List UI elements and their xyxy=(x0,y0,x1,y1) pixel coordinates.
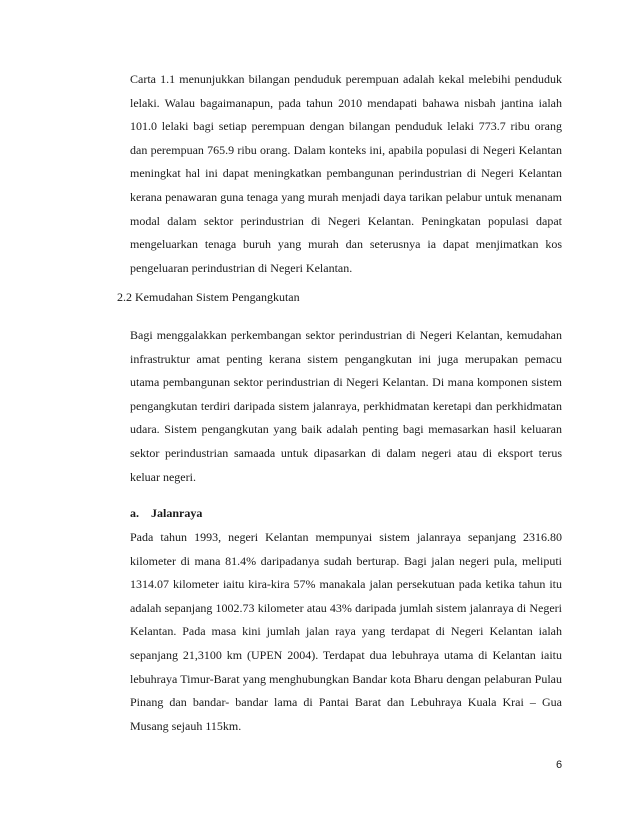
paragraph-transport: Bagi menggalakkan perkembangan sektor perindustrian di Negeri Kelantan, kemudahan infrastruktur amat penting kerana sistem pengangkutan ini juga merupakan pemacu utama pembangunan sektor perindustrian di Negeri Kelantan. Di mana komponen sistem pengangkutan terdiri daripada sistem jalanraya, perkhidmatan keretapi dan perkhidmatan udara. Sistem pengangkutan yang baik adalah penting bagi memasarkan hasil keluaran sektor perindustrian samaada untuk dipasarkan di dalam negeri atau di eksport terus keluar negeri. xyxy=(130,328,562,484)
section-heading: 2.2 Kemudahan Sistem Pengangkutan xyxy=(117,290,300,304)
subsection-label: a. xyxy=(130,506,139,520)
subsection-heading xyxy=(130,505,202,521)
paragraph-roads: Pada tahun 1993, negeri Kelantan mempunyai sistem jalanraya sepanjang 2316.80 kilometer di mana 81.4% daripadanya sudah berturap. Bagi jalan negeri pula, meliputi 1314.07 kilometer iaitu kira-kira 57% manakala jalan persekutuan pada ketika tahun itu adalah sepanjang 1002.73 kilometer atau 43% daripada jumlah sistem jalanraya di Negeri Kelantan. Pada masa kini jumlah jalan raya yang terdapat di Negeri Kelantan ialah sepanjang 21,3100 km (UPEN 2004). Terdapat dua lebuhraya utama di Kelantan iaitu lebuhraya Timur-Barat yang menghubungkan Bandar kota Bharu dengan pelaburan Pulau Pinang dan bandar- bandar lama di Pantai Barat dan Lebuhraya Kuala Krai – Gua Musang sejauh 115km. xyxy=(130,530,562,733)
subsection-title: Jalanraya xyxy=(151,506,203,520)
paragraph-population: Carta 1.1 menunjukkan bilangan penduduk perempuan adalah kekal melebihi penduduk lelaki. Walau bagaimanapun, pada tahun 2010 mendapati bahawa nisbah jantina ialah 101.0 lelaki bagi setiap perempuan dengan bilangan penduduk lelaki 773.7 ribu orang dan perempuan 765.9 ribu orang. Dalam konteks ini, apabila populasi di Negeri Kelantan meningkat hal ini dapat meningkatkan pembangunan perindustrian di Negeri Kelantan kerana penawaran guna tenaga yang murah menjadi daya tarikan pelabur untuk menanam modal dalam sektor perindustrian di Negeri Kelantan. Peningkatan populasi dapat mengeluarkan tenaga buruh yang murah dan seterusnya ia dapat menjimatkan kos pengeluaran perindustrian di Negeri Kelantan. xyxy=(130,72,562,275)
page-number: 6 xyxy=(556,759,563,771)
